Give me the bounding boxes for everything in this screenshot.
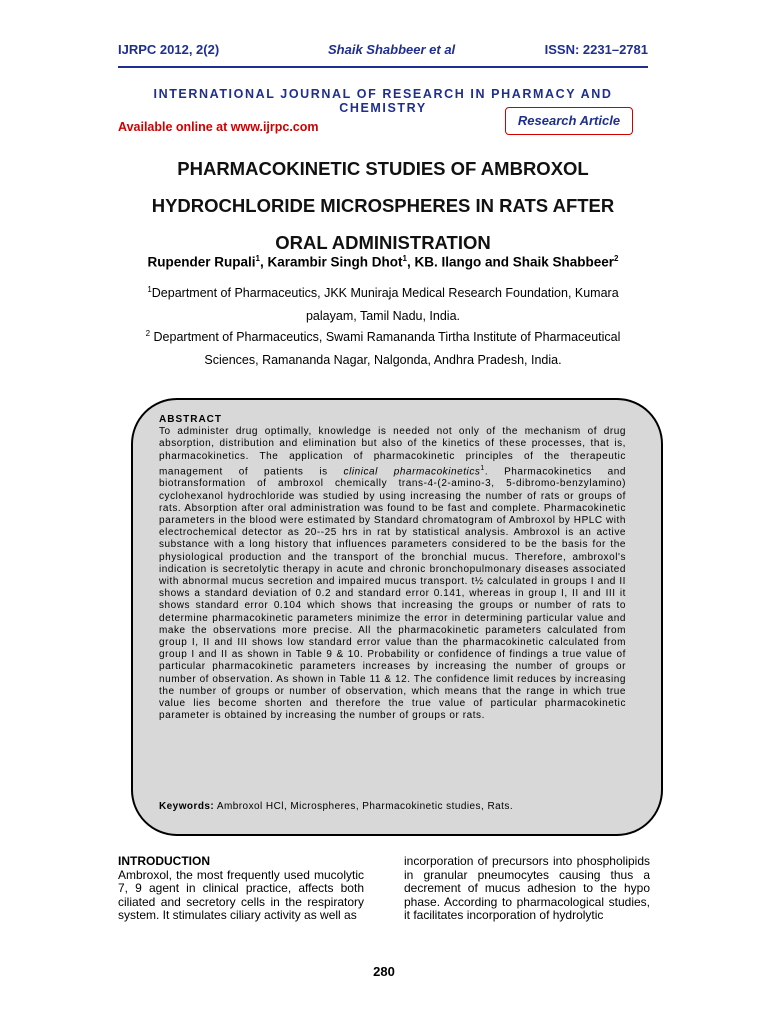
paper-title (118, 150, 648, 261)
reference-mark: 1 (480, 464, 485, 472)
introduction-heading: INTRODUCTION (118, 854, 210, 868)
running-header (118, 42, 648, 62)
affiliation-text: Sciences, Ramananda Nagar, Nalgonda, Andhra Pradesh, India. (204, 353, 562, 368)
introduction-text: Ambroxol, the most frequently used mucolytic 7, 9 agent in clinical practice, affects both ciliated and secretory cells in the respiratory system. It stimulates ciliary activity as well as (118, 867, 364, 923)
title-line: ORAL ADMINISTRATION (275, 232, 491, 253)
author-affiliation-mark: 2 (614, 254, 619, 263)
author-affiliation-mark: 1 (402, 254, 407, 263)
keywords-label: Keywords: (159, 801, 215, 812)
affiliation-text: Department of Pharmaceutics, Swami Ramananda Tirtha Institute of Pharmaceutical (150, 330, 621, 345)
affiliation-text: palayam, Tamil Nadu, India. (305, 309, 461, 324)
author-name: Rupender Rupali (147, 254, 256, 270)
affiliation-1 (118, 278, 648, 328)
abstract (159, 414, 626, 722)
affiliation-2 (118, 322, 648, 372)
abstract-heading: ABSTRACT (159, 414, 222, 425)
affiliation-text: Department of Pharmaceutics, JKK Muniraja Medical Research Foundation, Kumara (151, 286, 619, 301)
introduction-text: incorporation of precursors into phospholipids in granular pneumocytes causing thus a decrement of mucus adhesion to the hypo phase. According to pharmacological studies, it facilitates incorporation of hydrolytic (404, 854, 650, 923)
journal-citation: IJRPC 2012, 2(2) (118, 42, 220, 57)
introduction-column-right (404, 855, 650, 923)
author-name: , Karambir Singh Dhot (260, 254, 403, 270)
journal-title: INTERNATIONAL JOURNAL OF RESEARCH IN PHARMACY AND CHEMISTRY (153, 87, 613, 115)
abstract-body (159, 426, 626, 722)
affiliation-mark: 2 (145, 329, 151, 338)
abstract-text: To administer drug optimally, knowledge is needed not only of the mechanism of drug absorption, distribution and elimination but also of the kinetics of these processes, that is, pharmacokinetics. The application of pharmacokinetic principles of the therapeutic management of patients is (159, 426, 626, 478)
keywords-text: Ambroxol HCl, Microspheres, Pharmacokinetic studies, Rats. (214, 801, 514, 812)
running-authors: Shaik Shabbeer et al (328, 42, 456, 57)
title-line: HYDROCHLORIDE MICROSPHERES IN RATS AFTER (151, 195, 615, 216)
header-divider (118, 66, 648, 68)
page-number: 280 (373, 964, 395, 979)
title-line: PHARMACOKINETIC STUDIES OF AMBROXOL (177, 158, 589, 179)
author-name: , KB. Ilango and Shaik Shabbeer (406, 254, 615, 270)
author-affiliation-mark: 1 (255, 254, 260, 263)
keywords (159, 801, 626, 812)
affiliation-mark: 1 (147, 285, 152, 294)
article-type-badge: Research Article (505, 107, 633, 135)
introduction-column-left (118, 855, 364, 923)
abstract-text: . Pharmacokinetics and biotransformation of ambroxol chemically trans-4-(2-amino-3, 5-dibromo-benzylamino) cyclohexanol hydrochloride was studied by using increasing the number of rats or groups of rats. Absorption after oral administration was found to be fast and complete. Pharmacokinetic parameters in the blood were estimated by Standard chromatogram of Ambroxol by HPLC with electrochemical detector as 20--25 hrs in rat by statistical analysis. Ambroxol is an active substance with a long history that influences parameters considered to be the basis for the physiological production and the transport of the bronchial mucus. Therefore, ambroxol's indication is secretolytic therapy in acute and chronic bronchopulmonary diseases associated with abnormal mucus secretion and impaired mucus transport. t½ calculated in groups I and II shows a standard deviation of 0.2 and standard error 0.141, whereas in group I, II and III it shows standard error 0.104 which shows that increasing the groups or number of rats to determine pharmacokinetic parameters minimize the error in determining particular value and make the observations more precise. All the pharmacokinetic parameters calculated from group I, II and III shows low standard error value than the pharmacokinetic calculated from group I and II as shown in Table 9 & 10. Probability or confidence of findings a true value of particular pharmacokinetic parameters increases by increasing the number of groups or number of observation. As shown in Table 11 & 12. The confidence limit reduces by increasing the number of groups or number of observation, which means that the range in which true value lies become shorten and therefore the true value of particular pharmacokinetic parameter is obtained by increasing the number of groups or rats. (159, 466, 626, 722)
abstract-italic-term: clinical pharmacokinetics (343, 466, 481, 478)
issn: ISSN: 2231–2781 (544, 42, 648, 57)
available-online-link[interactable]: Available online at www.ijrpc.com (118, 120, 319, 134)
author-list (118, 254, 648, 270)
